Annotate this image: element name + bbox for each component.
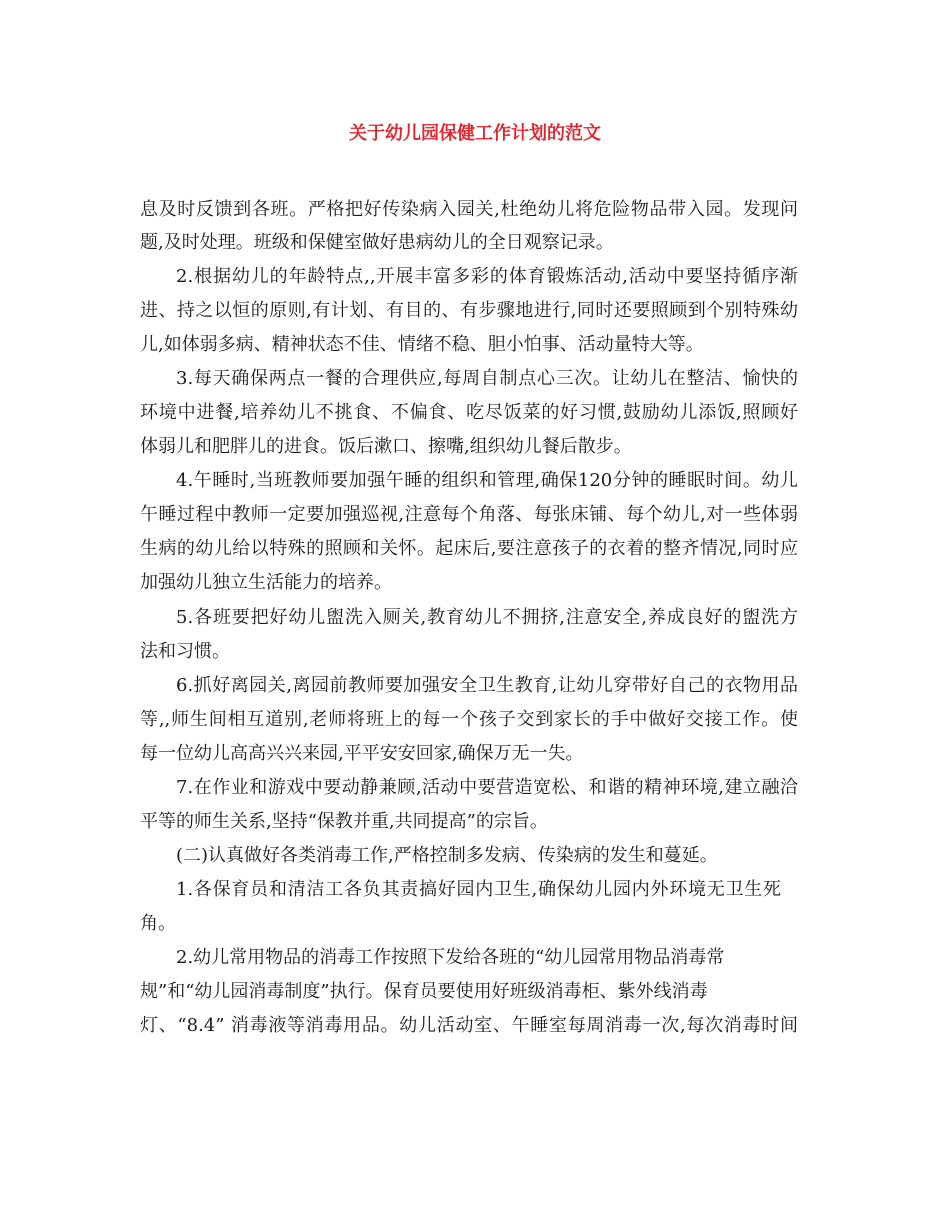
text-line: 法和习惯。 xyxy=(140,641,230,662)
text-line: 环境中进餐,培养幼儿不挑食、不偏食、吃尽饭菜的好习惯,鼓励幼儿添饭,照顾好 xyxy=(140,402,798,423)
text-line: 7.在作业和游戏中要动静兼顾,活动中要营造宽松、和谐的精神环境,建立融洽 xyxy=(176,777,798,798)
text-line: 儿,如体弱多病、精神状态不佳、情绪不稳、胆小怕事、活动量特大等。 xyxy=(140,334,704,355)
text-line: 午睡过程中教师一定要加强巡视,注意每个角落、每张床铺、每个幼儿,对一些体弱 xyxy=(140,504,798,525)
text-line: 等,,师生间相互道别,老师将班上的每一个孩子交到家长的手中做好交接工作。使 xyxy=(140,709,798,730)
text-line: 体弱儿和肥胖儿的进食。饭后漱口、擦嘴,组织幼儿餐后散步。 xyxy=(140,436,632,457)
text-line: 灯、“8.4” 消毒液等消毒用品。幼儿活动室、午睡室每周消毒一次,每次消毒时间 xyxy=(140,1015,798,1036)
text-line: 进、持之以恒的原则,有计划、有目的、有步骤地进行,同时还要照顾到个别特殊幼 xyxy=(140,300,798,321)
text-line: 5.各班要把好幼儿盥洗入厕关,教育幼儿不拥挤,注意安全,养成良好的盥洗方 xyxy=(176,607,798,628)
text-line: 规”和“幼儿园消毒制度”执行。保育员要使用好班级消毒柜、紫外线消毒 xyxy=(140,981,708,1002)
document-title: 关于幼儿园保健工作计划的范文 xyxy=(349,123,601,144)
text-line: 平等的师生关系,坚持“保教并重,共同提高”的宗旨。 xyxy=(140,811,548,832)
text-line: 4.午睡时,当班教师要加强午睡的组织和管理,确保120分钟的睡眠时间。幼儿 xyxy=(176,470,798,491)
text-line: 题,及时处理。班级和保健室做好患病幼儿的全日观察记录。 xyxy=(140,232,614,253)
text-line: 6.抓好离园关,离园前教师要加强安全卫生教育,让幼儿穿带好自己的衣物用品 xyxy=(176,675,798,696)
text-line: 息及时反馈到各班。严格把好传染病入园关,杜绝幼儿将危险物品带入园。发现问 xyxy=(140,199,798,220)
text-line: 2.根据幼儿的年龄特点,,开展丰富多彩的体育锻炼活动,活动中要坚持循序渐 xyxy=(176,266,798,287)
text-line: 生病的幼儿给以特殊的照顾和关怀。起床后,要注意孩子的衣着的整齐情况,同时应 xyxy=(140,538,798,559)
text-line: 角。 xyxy=(140,913,176,934)
text-line: 3.每天确保两点一餐的合理供应,每周自制点心三次。让幼儿在整洁、愉快的 xyxy=(176,368,798,389)
text-line: 每一位幼儿高高兴兴来园,平平安安回家,确保万无一失。 xyxy=(140,743,584,764)
section-heading: (二)认真做好各类消毒工作,严格控制多发病、传染病的发生和蔓延。 xyxy=(176,845,718,866)
text-line: 加强幼儿独立生活能力的培养。 xyxy=(140,572,392,593)
text-line: 2.幼儿常用物品的消毒工作按照下发给各班的“幼儿园常用物品消毒常 xyxy=(176,947,725,968)
text-line: 1.各保育员和清洁工各负其责搞好园内卫生,确保幼儿园内外环境无卫生死 xyxy=(176,879,781,900)
